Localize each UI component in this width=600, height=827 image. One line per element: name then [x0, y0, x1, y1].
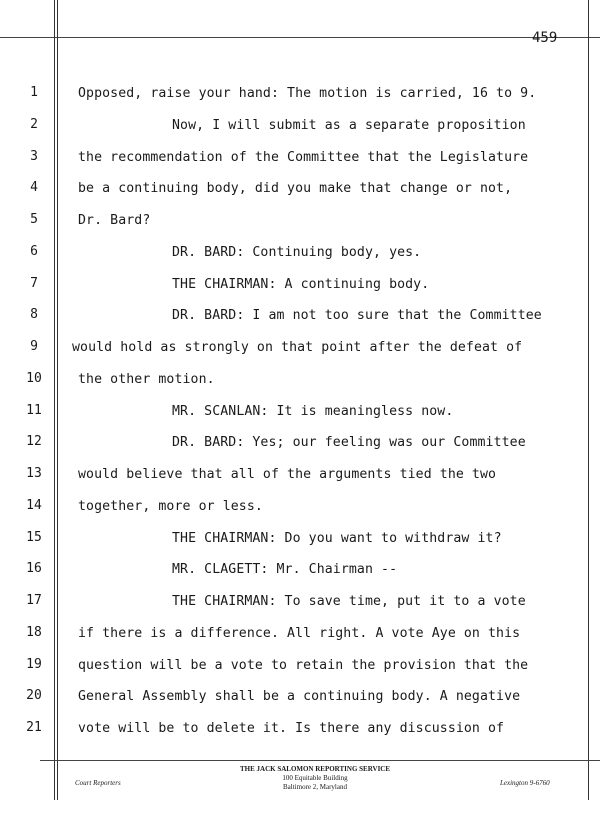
line-number: 12	[26, 434, 42, 450]
transcript-line: question will be a vote to retain the provision that the	[78, 657, 529, 673]
transcript-line: THE CHAIRMAN: Do you want to withdraw it?	[172, 530, 502, 546]
transcript-line: THE CHAIRMAN: To save time, put it to a vote	[172, 594, 526, 609]
transcript-line: DR. BARD: I am not too sure that the Committee	[172, 308, 542, 324]
line-number: 16	[26, 561, 42, 577]
line-number: 17	[26, 593, 42, 608]
line-number: 6	[30, 243, 38, 259]
transcript-line: Opposed, raise your hand: The motion is carried, 16 to 9.	[78, 86, 537, 101]
footer-right: Lexington 9-6760	[500, 779, 550, 787]
transcript-line: Now, I will submit as a separate proposition	[172, 117, 526, 133]
line-number: 18	[26, 624, 42, 640]
transcript-line: vote will be to delete it. Is there any discussion of	[78, 721, 505, 736]
right-margin-rule	[588, 0, 589, 800]
transcript-line: General Assembly shall be a continuing body. A negative	[78, 689, 521, 705]
line-number: 11	[26, 402, 42, 418]
line-number: 1	[30, 85, 38, 100]
transcript-line: would hold as strongly on that point after the defeat of	[72, 340, 523, 355]
line-number: 21	[26, 720, 42, 735]
line-number: 3	[30, 148, 38, 164]
line-number: 15	[26, 529, 42, 545]
transcript-line: be a continuing body, did you make that change or not,	[78, 181, 513, 197]
transcript-line: the recommendation of the Committee that the Legislature	[78, 149, 529, 165]
transcript-line: together, more or less.	[78, 498, 263, 514]
transcript-line: if there is a difference. All right. A vote Aye on this	[78, 625, 521, 641]
transcript-line: THE CHAIRMAN: A continuing body.	[172, 276, 430, 292]
transcript-line: MR. SCANLAN: It is meaningless now.	[172, 403, 454, 419]
top-rule	[0, 37, 600, 38]
footer-address1: 100 Equitable Building	[282, 774, 348, 782]
bottom-rule	[40, 760, 600, 761]
line-number: 14	[26, 497, 42, 513]
line-number: 4	[30, 180, 38, 196]
footer-center	[200, 765, 430, 792]
transcript-line: the other motion.	[78, 371, 215, 387]
page-number: 459	[532, 30, 558, 46]
transcript-line: DR. BARD: Yes; our feeling was our Committee	[172, 435, 526, 451]
line-number: 10	[26, 370, 42, 386]
line-number: 2	[30, 116, 38, 132]
line-number: 13	[26, 466, 42, 481]
transcript-line: DR. BARD: Continuing body, yes.	[172, 244, 422, 260]
line-number: 20	[26, 688, 42, 704]
line-number: 5	[30, 212, 38, 227]
line-number: 9	[30, 339, 38, 354]
footer-company: THE JACK SALOMON REPORTING SERVICE	[239, 765, 391, 773]
transcript-line: MR. CLAGETT: Mr. Chairman --	[172, 562, 398, 578]
left-margin-rule	[54, 0, 55, 800]
transcript-line: Dr. Bard?	[78, 213, 151, 228]
left-margin-rule-inner	[57, 0, 58, 800]
footer-address2: Baltimore 2, Maryland	[283, 783, 347, 791]
line-number: 19	[26, 656, 42, 672]
line-number: 8	[30, 307, 38, 323]
line-number: 7	[30, 275, 38, 291]
transcript-line: would believe that all of the arguments tied the two	[78, 467, 497, 482]
footer-left: Court Reporters	[75, 779, 121, 787]
